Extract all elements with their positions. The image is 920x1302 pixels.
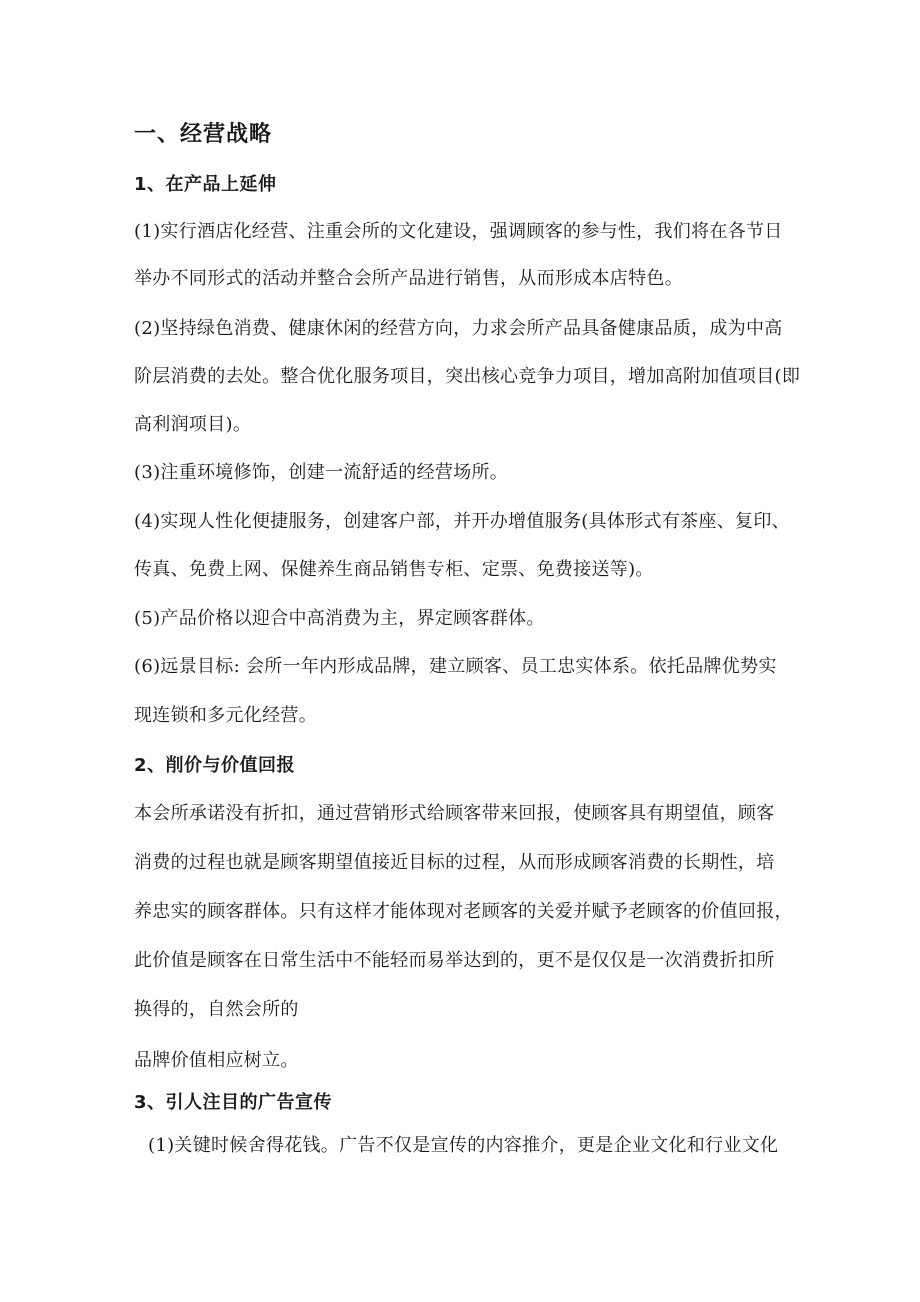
paragraph-line: 高利润项目)。 [134, 414, 252, 435]
paragraph-line: 传真、免费上网、保健养生商品销售专柜、定票、免费接送等)。 [134, 559, 654, 580]
section-1-heading: 1、在产品上延伸 [134, 174, 277, 195]
paragraph-line: (6)远景目标: 会所一年内形成品牌，建立顾客、员工忠实体系。依托品牌优势实 [134, 656, 777, 677]
paragraph-line: (3)注重环境修饰，创建一流舒适的经营场所。 [134, 462, 509, 483]
paragraph-line: 阶层消费的去处。整合优化服务项目，突出核心竞争力项目，增加高附加值项目(即 [134, 366, 801, 387]
paragraph-line: 现连锁和多元化经营。 [134, 705, 317, 726]
paragraph-line: 品牌价值相应树立。 [134, 1050, 299, 1071]
section-3-heading: 3、引人注目的广告宣传 [134, 1092, 333, 1113]
paragraph-line: 举办不同形式的活动并整合会所产品进行销售，从而形成本店特色。 [134, 268, 683, 289]
page-title: 一、经营战略 [134, 122, 273, 147]
paragraph-line: 本会所承诺没有折扣，通过营销形式给顾客带来回报，使顾客具有期望值，顾客 [134, 803, 775, 824]
paragraph-line: 消费的过程也就是顾客期望值接近目标的过程，从而形成顾客消费的长期性，培 [134, 852, 775, 873]
section-2-heading: 2、削价与价值回报 [134, 755, 296, 776]
paragraph-line: 养忠实的顾客群体。只有这样才能体现对老顾客的关爱并赋予老顾客的价值回报， [134, 901, 793, 922]
paragraph-line: (4)实现人性化便捷服务，创建客户部，并开办增值服务(具体形式有茶座、复印、 [134, 511, 790, 532]
paragraph-line: (2)坚持绿色消费、健康休闲的经营方向，力求会所产品具备健康品质，成为中高 [134, 318, 783, 339]
paragraph-line: 换得的，自然会所的 [134, 999, 299, 1020]
paragraph-line: (1)实行酒店化经营、注重会所的文化建设，强调顾客的参与性，我们将在各节日 [134, 221, 783, 242]
paragraph-line: (1)关键时候舍得花钱。广告不仅是宣传的内容推介，更是企业文化和行业文化 [148, 1135, 779, 1156]
paragraph-line: (5)产品价格以迎合中高消费为主，界定顾客群体。 [134, 608, 545, 629]
paragraph-line: 此价值是顾客在日常生活中不能轻而易举达到的，更不是仅仅是一次消费折扣所 [134, 950, 775, 971]
